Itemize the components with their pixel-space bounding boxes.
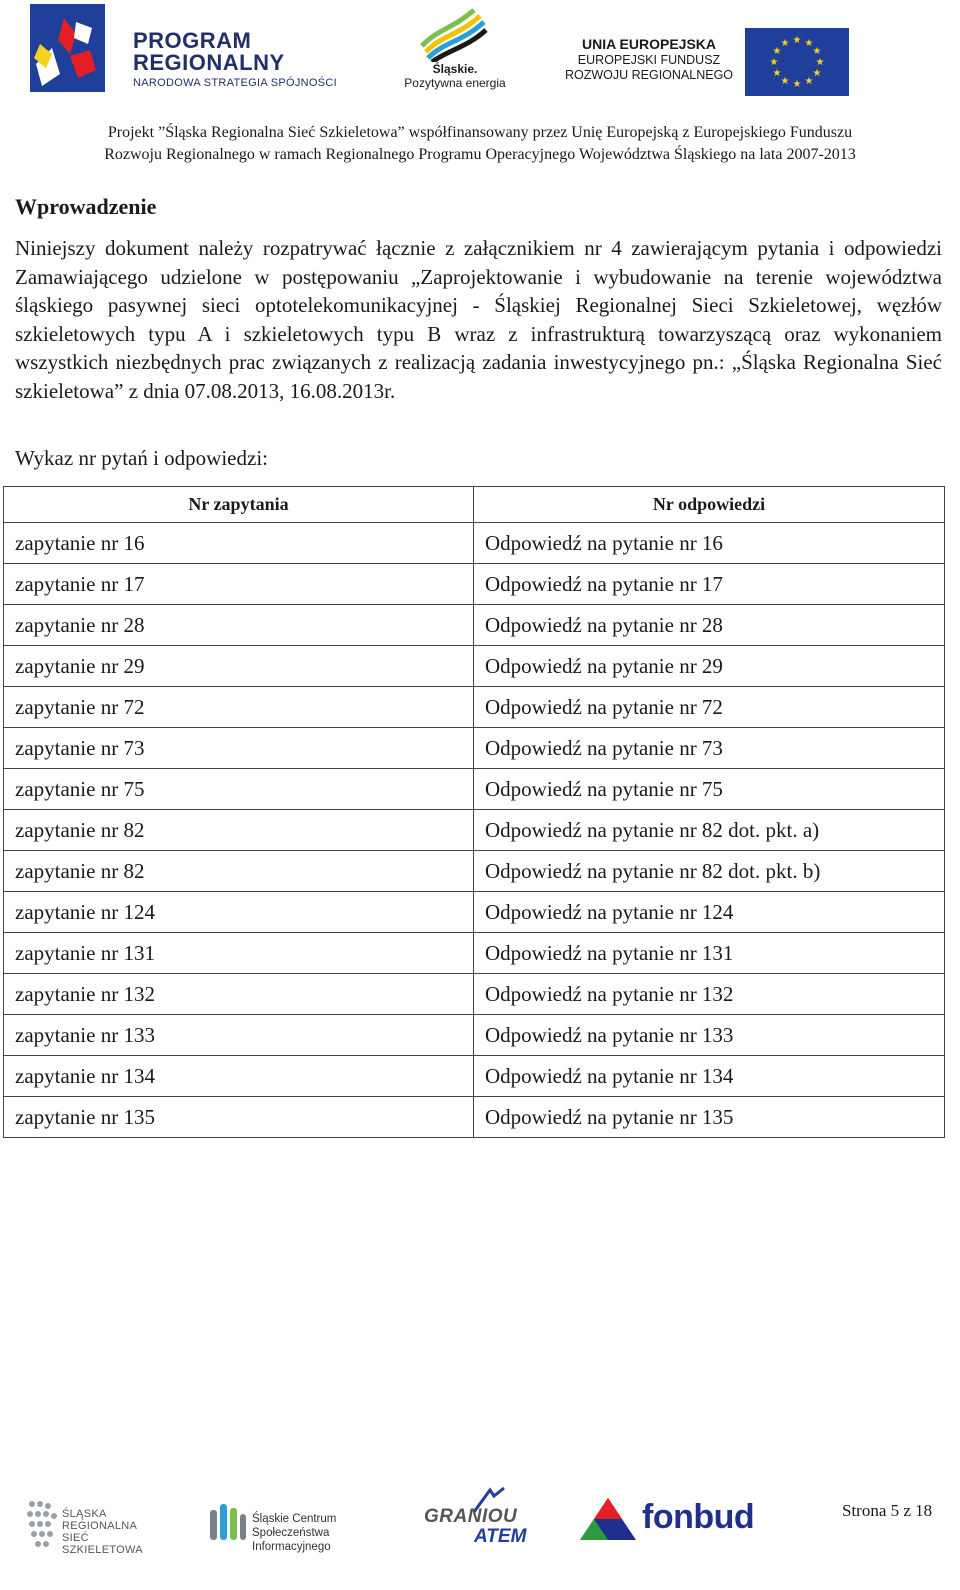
graniou-atem-logo	[424, 1486, 559, 1556]
answer-number-cell: Odpowiedź na pytanie nr 134	[474, 1056, 945, 1097]
scsi-logo	[208, 1498, 398, 1554]
svg-text:★: ★	[812, 46, 822, 57]
answer-number-cell: Odpowiedź na pytanie nr 75	[474, 769, 945, 810]
fonbud-logo	[578, 1496, 755, 1548]
table-row	[4, 564, 945, 605]
eu-logo-line1: UNIA EUROPEJSKA	[581, 36, 717, 52]
svg-text:★: ★	[780, 76, 790, 87]
fonbud-triangle-icon	[578, 1496, 638, 1542]
scsi-logo-line2: Społeczeństwa Informacyjnego	[252, 1527, 331, 1553]
graniou-logo-line2: ATEM	[474, 1526, 527, 1547]
program-logo-line3: NARODOWA STRATEGIA SPÓJNOŚCI	[133, 77, 337, 89]
project-funding-note	[0, 122, 960, 166]
table-row	[4, 605, 945, 646]
question-number-cell: zapytanie nr 133	[4, 1015, 474, 1056]
program-regionalny-logo	[133, 30, 337, 90]
scsi-logo-text	[252, 1512, 398, 1554]
scsi-figures-icon	[208, 1498, 248, 1544]
ssr-logo-line2: REGIONALNA	[62, 1520, 138, 1532]
svg-text:★: ★	[804, 76, 814, 87]
slaskie-logo-line1: Śląskie.	[432, 62, 478, 76]
table-row	[4, 1056, 945, 1097]
table-row	[4, 974, 945, 1015]
answer-number-cell: Odpowiedź na pytanie nr 82 dot. pkt. b)	[474, 851, 945, 892]
eu-logo-line3: ROZWOJU REGIONALNEGO	[564, 68, 734, 82]
slaskie-logo	[390, 6, 520, 96]
table-header-row	[4, 487, 945, 523]
svg-text:★: ★	[812, 68, 822, 79]
graniou-logo-line1: GRANIOU	[424, 1506, 518, 1527]
header-logos	[0, 0, 960, 118]
footer-logos	[0, 1478, 960, 1578]
svg-text:★: ★	[815, 57, 825, 68]
ssr-logo-line3: SIEĆ SZKIELETOWA	[62, 1532, 143, 1556]
question-number-cell: zapytanie nr 135	[4, 1097, 474, 1138]
eu-fund-logo	[560, 36, 738, 83]
list-label: Wykaz nr pytań i odpowiedzi:	[15, 446, 268, 470]
answer-number-cell: Odpowiedź na pytanie nr 29	[474, 646, 945, 687]
table-row	[4, 687, 945, 728]
question-number-cell: zapytanie nr 82	[4, 851, 474, 892]
answer-number-cell: Odpowiedź na pytanie nr 28	[474, 605, 945, 646]
table-row	[4, 728, 945, 769]
ssr-map-icon	[22, 1494, 62, 1554]
answer-number-cell: Odpowiedź na pytanie nr 16	[474, 523, 945, 564]
answer-number-cell: Odpowiedź na pytanie nr 131	[474, 933, 945, 974]
svg-text:★: ★	[769, 57, 779, 68]
ssr-logo-text	[62, 1508, 172, 1556]
answer-number-cell: Odpowiedź na pytanie nr 17	[474, 564, 945, 605]
answer-number-cell: Odpowiedź na pytanie nr 82 dot. pkt. a)	[474, 810, 945, 851]
table-row	[4, 646, 945, 687]
program-logo-line2: REGIONALNY	[133, 50, 285, 75]
column-header-answer: Nr odpowiedzi	[474, 487, 945, 523]
scsi-logo-line1: Śląskie Centrum	[252, 1513, 337, 1525]
table-row	[4, 933, 945, 974]
eu-logo-line2: EUROPEJSKI FUNDUSZ	[577, 53, 721, 67]
answer-number-cell: Odpowiedź na pytanie nr 124	[474, 892, 945, 933]
section-heading: Wprowadzenie	[15, 194, 157, 219]
svg-text:★: ★	[772, 68, 782, 79]
svg-text:★: ★	[792, 79, 802, 90]
project-line-1: Projekt ”Śląska Regionalna Sieć Szkieletowa” współfinansowany przez Unię Europejską z Europejskiego Funduszu	[107, 124, 853, 141]
table-row	[4, 769, 945, 810]
svg-text:★: ★	[792, 35, 802, 46]
fonbud-logo-text: fonbud	[642, 1498, 755, 1536]
answer-number-cell: Odpowiedź na pytanie nr 133	[474, 1015, 945, 1056]
project-line-2: Rozwoju Regionalnego w ramach Regionalnego Programu Operacyjnego Województwa Śląskiego na lata 2007-2013	[104, 146, 856, 163]
ssr-logo	[22, 1494, 172, 1560]
svg-text:★: ★	[772, 46, 782, 57]
slaskie-logo-line2: Pozytywna energia	[404, 76, 506, 90]
column-header-question: Nr zapytania	[4, 487, 474, 523]
question-number-cell: zapytanie nr 16	[4, 523, 474, 564]
table-row	[4, 810, 945, 851]
program-logo-line1: PROGRAM	[133, 28, 252, 53]
question-number-cell: zapytanie nr 131	[4, 933, 474, 974]
table-row	[4, 1015, 945, 1056]
eu-flag-icon	[745, 28, 849, 96]
question-number-cell: zapytanie nr 82	[4, 810, 474, 851]
answer-number-cell: Odpowiedź na pytanie nr 135	[474, 1097, 945, 1138]
answer-number-cell: Odpowiedź na pytanie nr 72	[474, 687, 945, 728]
question-number-cell: zapytanie nr 29	[4, 646, 474, 687]
table-row	[4, 851, 945, 892]
question-number-cell: zapytanie nr 17	[4, 564, 474, 605]
slaskie-waves-icon	[420, 6, 490, 62]
answer-number-cell: Odpowiedź na pytanie nr 132	[474, 974, 945, 1015]
table-row	[4, 892, 945, 933]
table-body	[4, 523, 945, 1138]
svg-text:★: ★	[780, 38, 790, 49]
page-number: Strona 5 z 18	[842, 1501, 933, 1520]
answer-number-cell: Odpowiedź na pytanie nr 73	[474, 728, 945, 769]
question-number-cell: zapytanie nr 75	[4, 769, 474, 810]
table-row	[4, 523, 945, 564]
svg-text:★: ★	[804, 38, 814, 49]
questions-answers-table	[3, 486, 945, 1138]
question-number-cell: zapytanie nr 124	[4, 892, 474, 933]
program-regionalny-flag-icon	[30, 4, 105, 92]
question-number-cell: zapytanie nr 28	[4, 605, 474, 646]
question-number-cell: zapytanie nr 73	[4, 728, 474, 769]
question-number-cell: zapytanie nr 134	[4, 1056, 474, 1097]
intro-paragraph: Niniejszy dokument należy rozpatrywać łącznie z załącznikiem nr 4 zawierającym pytania i odpowiedzi Zamawiającego udzielone w postępowaniu „Zaprojektowanie i wybudowanie na terenie województwa śląskiego pasywnej sieci optotelekomunikacyjnej - Śląskiej Regionalnej Sieci Szkieletowej, węzłów szkieletowych typu A i szkieletowych typu B wraz z infrastrukturą towarzyszącą oraz wykonaniem wszystkich niezbędnych prac związanych z realizacją zadania inwestycyjnego pn.: „Śląska Regionalna Sieć szkieletowa” z dnia 07.08.2013, 16.08.2013r.	[15, 236, 942, 403]
table-row	[4, 1097, 945, 1138]
question-number-cell: zapytanie nr 72	[4, 687, 474, 728]
question-number-cell: zapytanie nr 132	[4, 974, 474, 1015]
ssr-logo-line1: ŚLĄSKA	[62, 1508, 107, 1520]
